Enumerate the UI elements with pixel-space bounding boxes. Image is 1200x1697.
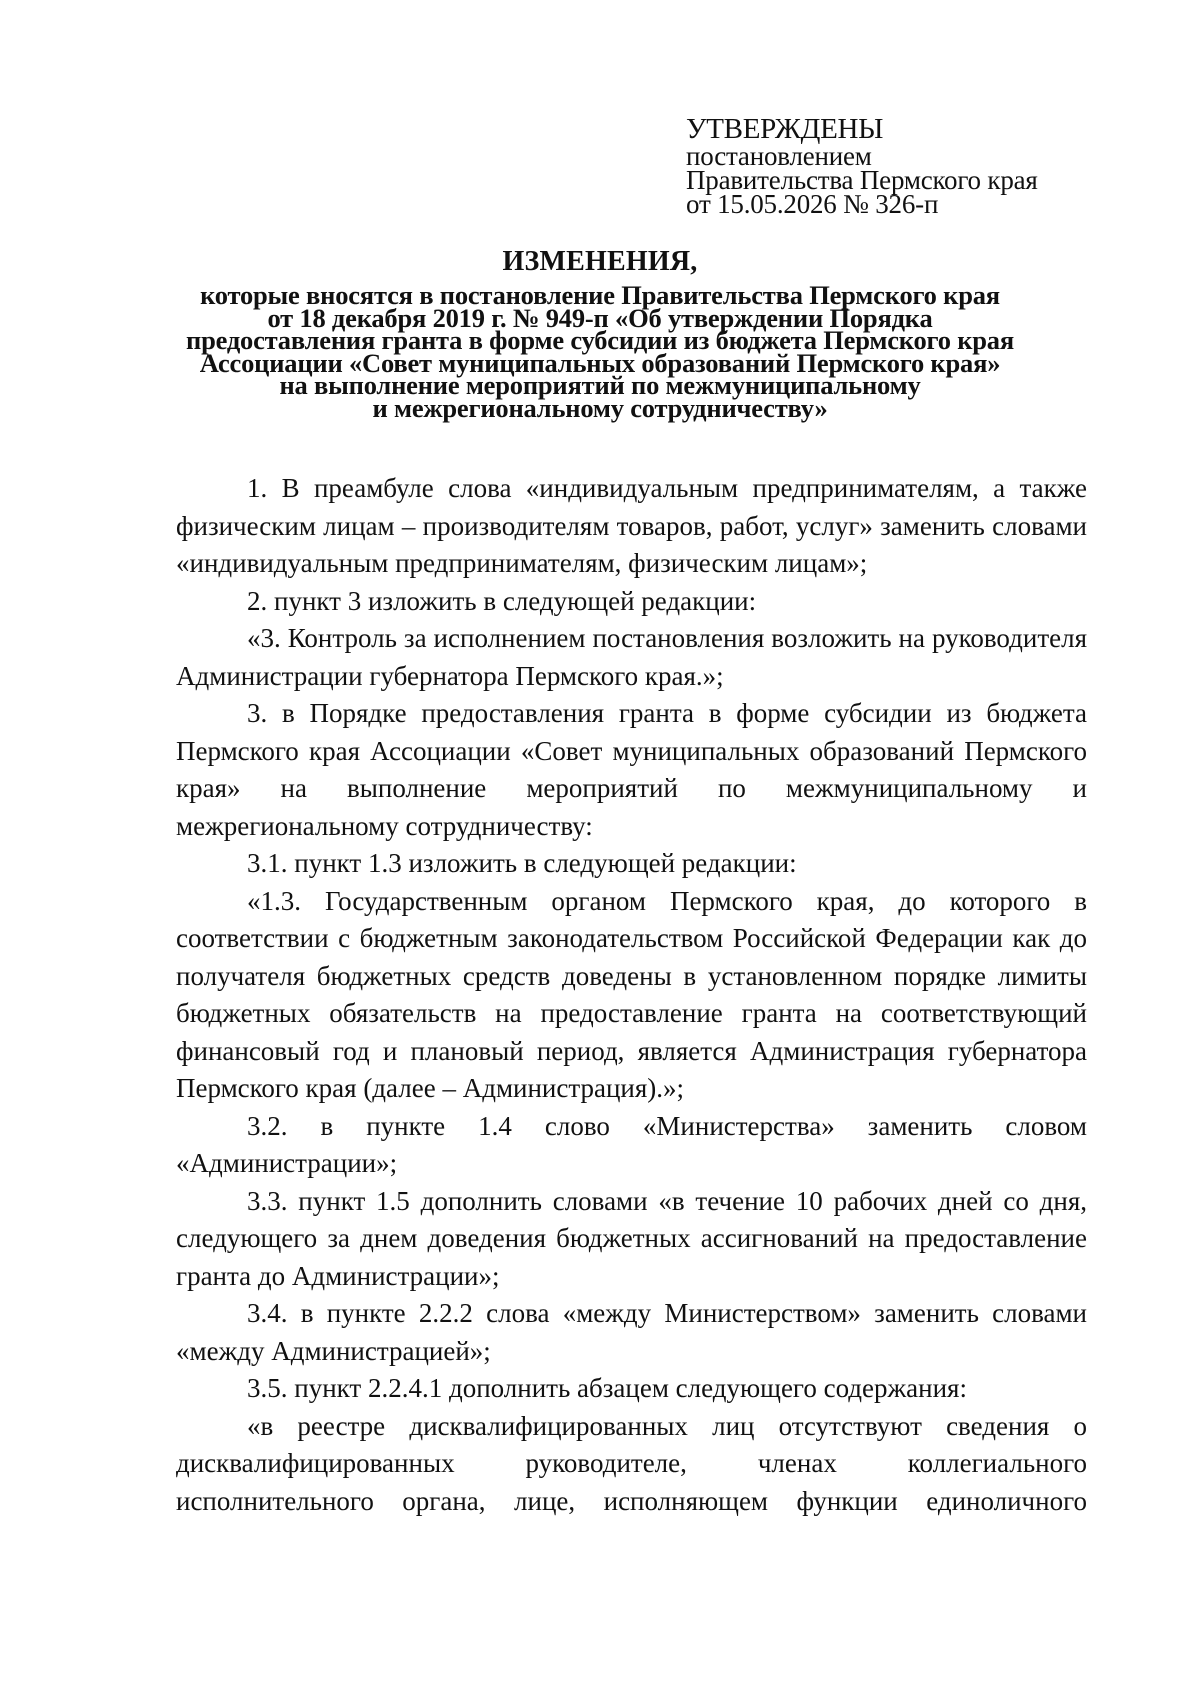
paragraph-3-4: 3.4. в пункте 2.2.2 слова «между Министерством» заменить словами «между Администрацией»; [176,1298,1087,1366]
subtitle-line: предоставления гранта в форме субсидии из бюджета Пермского края [186,325,1014,355]
paragraph-3-2: 3.2. в пункте 1.4 слово «Министерства» заменить словом «Администрации»; [176,1110,1087,1178]
subtitle-line: от 18 декабря 2019 г. № 949-п «Об утверждении Порядка [267,302,933,333]
paragraph-3-5-text: «в реестре дисквалифицированных лиц отсутствуют сведения о дисквалифицированных руководителе, членах коллегиального исполнительного органа, лице, исполняющем функции единоличного [176,1410,1087,1516]
paragraph-3-1-text: «1.3. Государственным органом Пермского края, до которого в соответствии с бюджетным законодательством Российской Федерации как до получателя бюджетных средств доведены в установленном порядке лимиты бюджетных обязательств на предоставление гранта на соответствующий финансовый год и плановый период, является Администрация губернатора Пермского края (далее – Администрация).»; [176,885,1087,1103]
approval-line-1: постановлением [686,141,872,171]
subtitle-line: и межрегиональному сотрудничеству» [372,392,828,423]
approval-stamp [686,113,1038,219]
subtitle-line: Ассоциации «Совет муниципальных образований Пермского края» [199,347,1001,378]
paragraph-3: «3. Контроль за исполнением постановления возложить на руководителя Администрации губернатора Пермского края.»; [176,623,1087,691]
subtitle-line: на выполнение мероприятий по межмуниципальному [279,370,921,400]
approval-line-2: Правительства Пермского края [686,165,1038,195]
paragraph-1: 1. В преамбуле слова «индивидуальным предпринимателям, а также физическим лицам – производителям товаров, работ, услуг» заменить словами «индивидуальным предпринимателям, физическим лицам»; [176,473,1087,578]
approval-approved: УТВЕРЖДЕНЫ [686,113,884,145]
document-body [176,470,1087,1520]
document-subtitle [150,280,1050,423]
paragraph-3-1: 3.1. пункт 1.3 изложить в следующей редакции: [247,848,797,878]
paragraph-2: 2. пункт 3 изложить в следующей редакции: [247,585,757,616]
paragraph-3-intro: 3. в Порядке предоставления гранта в форме субсидии из бюджета Пермского края Ассоциации «Совет муниципальных образований Пермского края» на выполнение мероприятий по межмуниципальному и межрегиональному сотрудничеству: [176,698,1087,841]
paragraph-3-3: 3.3. пункт 1.5 дополнить словами «в течение 10 рабочих дней со дня, следующего за днем доведения бюджетных ассигнований на предоставление гранта до Администрации»; [176,1185,1087,1291]
paragraph-3-5: 3.5. пункт 2.2.4.1 дополнить абзацем следующего содержания: [247,1373,967,1403]
approval-line-3: от 15.05.2026 № 326-п [686,189,939,219]
subtitle-line: которые вносятся в постановление Правительства Пермского края [200,280,1000,310]
document-title: ИЗМЕНЕНИЯ, [502,246,698,277]
